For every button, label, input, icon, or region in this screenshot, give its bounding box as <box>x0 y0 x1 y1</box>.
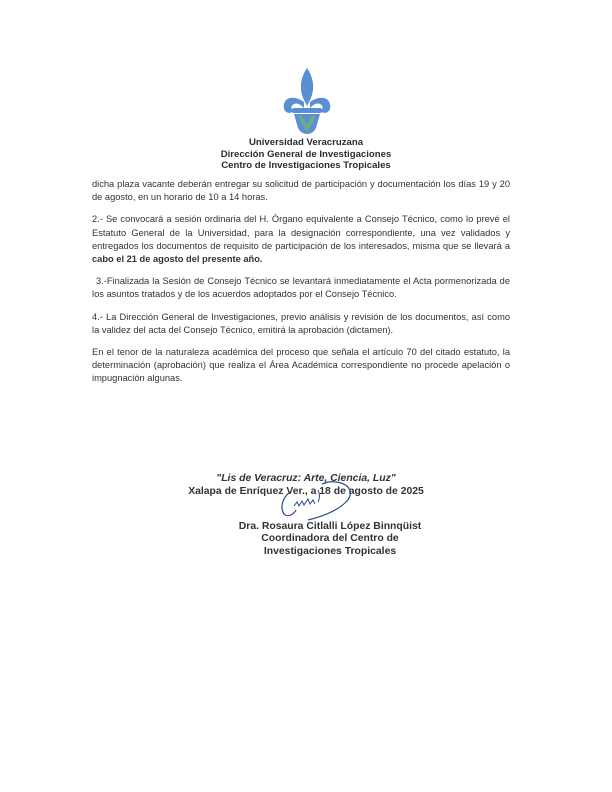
place-date: Xalapa de Enríquez Ver., a 18 de agosto de 2025 <box>188 486 424 497</box>
signer-name: Dra. Rosaura Citlalli López Binnqüist <box>238 521 422 532</box>
institution-name: Universidad Veracruzana <box>248 137 364 148</box>
document-body <box>92 178 510 395</box>
university-logo <box>282 66 332 138</box>
signer-title-line-2: Investigaciones Tropicales <box>263 545 397 557</box>
department-name: Dirección General de Investigaciones <box>220 148 392 160</box>
motto: "Lis de Veracruz: Arte, Ciencia, Luz" <box>216 473 396 484</box>
signer-block <box>200 521 460 558</box>
paragraph-2 <box>92 213 510 266</box>
letterhead <box>0 137 612 172</box>
paragraph-2-date: cabo el 21 de agosto del presente año. <box>92 254 263 265</box>
paragraph-3: 3.-Finalizada la Sesión de Consejo Técnico se levantará inmediatamente el Acta pormenorizada de los asuntos tratados y de los acuerdos adoptados por el Consejo Técnico. <box>92 276 510 300</box>
flor-de-lis-icon <box>282 66 332 138</box>
paragraph-4: 4.- La Dirección General de Investigaciones, previo análisis y revisión de los documentos, así como la validez del acta del Consejo Técnico, emitirá la aprobación (dictamen). <box>92 311 510 335</box>
center-name: Centro de Investigaciones Tropicales <box>221 160 391 172</box>
paragraph-2-text: 2.- Se convocará a sesión ordinaria del H. Órgano equivalente a Consejo Técnico, como lo prevé el Estatuto General de la Universidad, para la designación correspondiente, una vez validados y entregados los documentos de requisito de participación de los interesados, misma que se llevará a <box>92 214 510 251</box>
paragraph-1: dicha plaza vacante deberán entregar su solicitud de participación y documentación los días 19 y 20 de agosto, en un horario de 10 a 14 horas. <box>92 179 510 203</box>
paragraph-5: En el tenor de la naturaleza académica del proceso que señala el artículo 70 del citado estatuto, la determinación (aprobación) que realiza el Área Académica correspondiente no procede apelación o impugnación algunas. <box>92 347 510 384</box>
signer-title-line-1: Coordinadora del Centro de <box>261 533 399 545</box>
